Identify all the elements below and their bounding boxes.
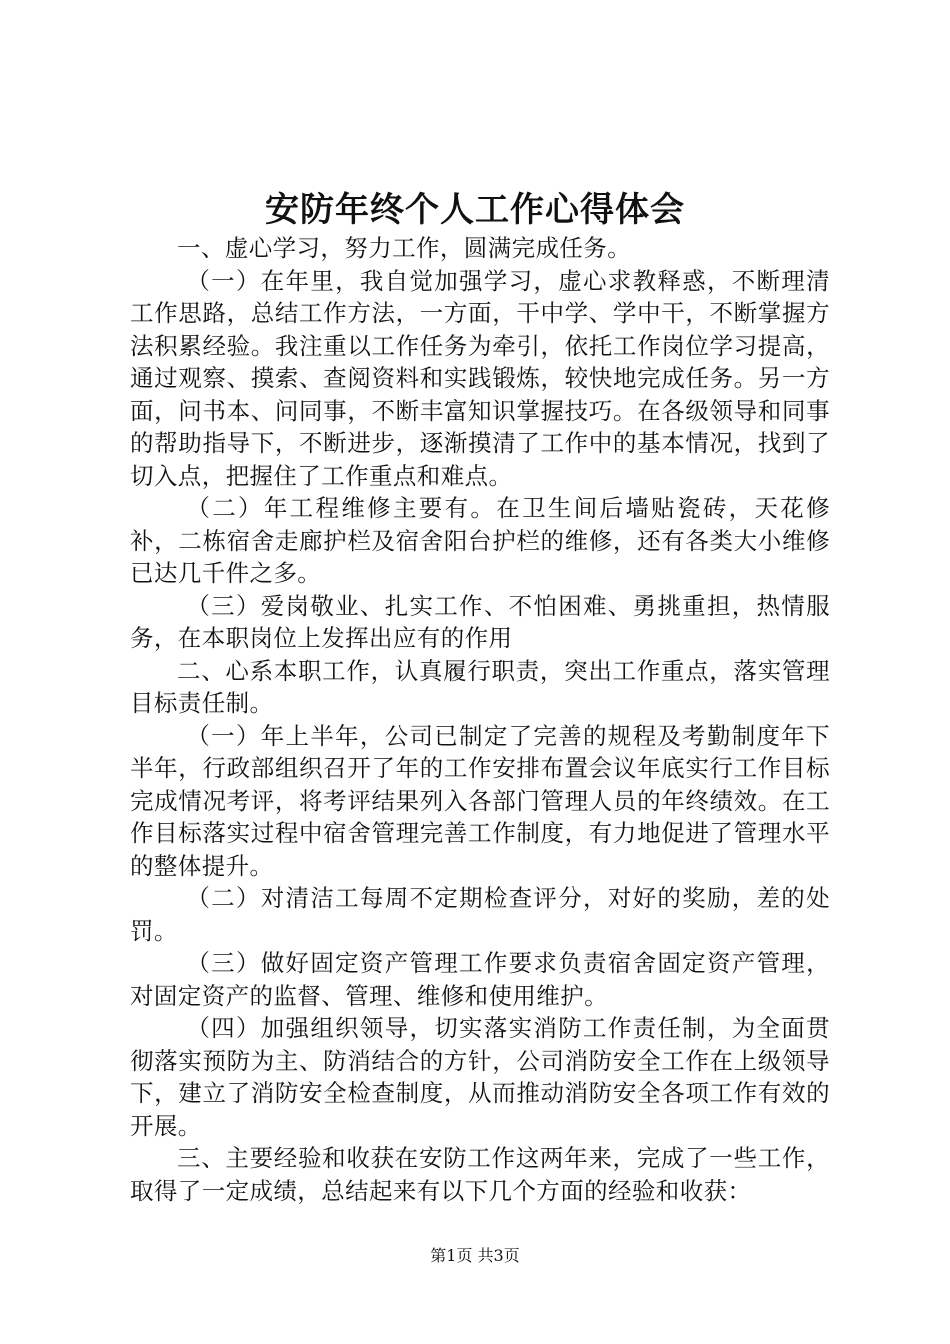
paragraph-1-2: （二）年工程维修主要有。在卫生间后墙贴瓷砖，天花修补，二栋宿舍走廊护栏及宿舍阳台护栏的维修，还有各类大小维修已达几千件之多。 <box>130 494 830 587</box>
paragraph-2-2: （二）对清洁工每周不定期检查评分，对好的奖励，差的处罚。 <box>130 884 830 945</box>
paragraph-1-1: （一）在年里，我自觉加强学习，虚心求教释惑，不断理清工作思路，总结工作方法，一方面，干中学、学中干，不断掌握方法积累经验。我注重以工作任务为牵引，依托工作岗位学习提高，通过观察、摸索、查阅资料和实践锻炼，较快地完成任务。另一方面，问书本、问同事，不断丰富知识掌握技巧。在各级领导和同事的帮助指导下，不断进步，逐渐摸清了工作中的基本情况，找到了切入点，把握住了工作重点和难点。 <box>130 266 830 490</box>
document-title: 安防年终个人工作心得体会 <box>265 190 685 230</box>
paragraph-2-4: （四）加强组织领导，切实落实消防工作责任制，为全面贯彻落实预防为主、防消结合的方针，公司消防安全工作在上级领导下，建立了消防安全检查制度，从而推动消防安全各项工作有效的开展。 <box>130 1014 830 1140</box>
section-heading-2: 二、心系本职工作，认真履行职责，突出工作重点，落实管理目标责任制。 <box>130 656 830 717</box>
document-body <box>130 232 830 1207</box>
section-heading-1: 一、虚心学习，努力工作，圆满完成任务。 <box>177 234 632 262</box>
paragraph-2-1: （一）年上半年，公司已制定了完善的规程及考勤制度年下半年，行政部组织召开了年的工作安排布置会议年底实行工作目标完成情况考评，将考评结果列入各部门管理人员的年终绩效。在工作目标落实过程中宿舍管理完善工作制度，有力地促进了管理水平的整体提升。 <box>130 721 830 880</box>
section-heading-3: 三、主要经验和收获在安防工作这两年来，完成了一些工作，取得了一定成绩，总结起来有以下几个方面的经验和收获： <box>130 1144 830 1205</box>
paragraph-2-3: （三）做好固定资产管理工作要求负责宿舍固定资产管理，对固定资产的监督、管理、维修和使用维护。 <box>130 949 830 1010</box>
page-number-footer: 第1页 共3页 <box>430 1246 520 1265</box>
paragraph-1-3: （三）爱岗敬业、扎实工作、不怕困难、勇挑重担，热情服务，在本职岗位上发挥出应有的作用 <box>130 591 830 652</box>
